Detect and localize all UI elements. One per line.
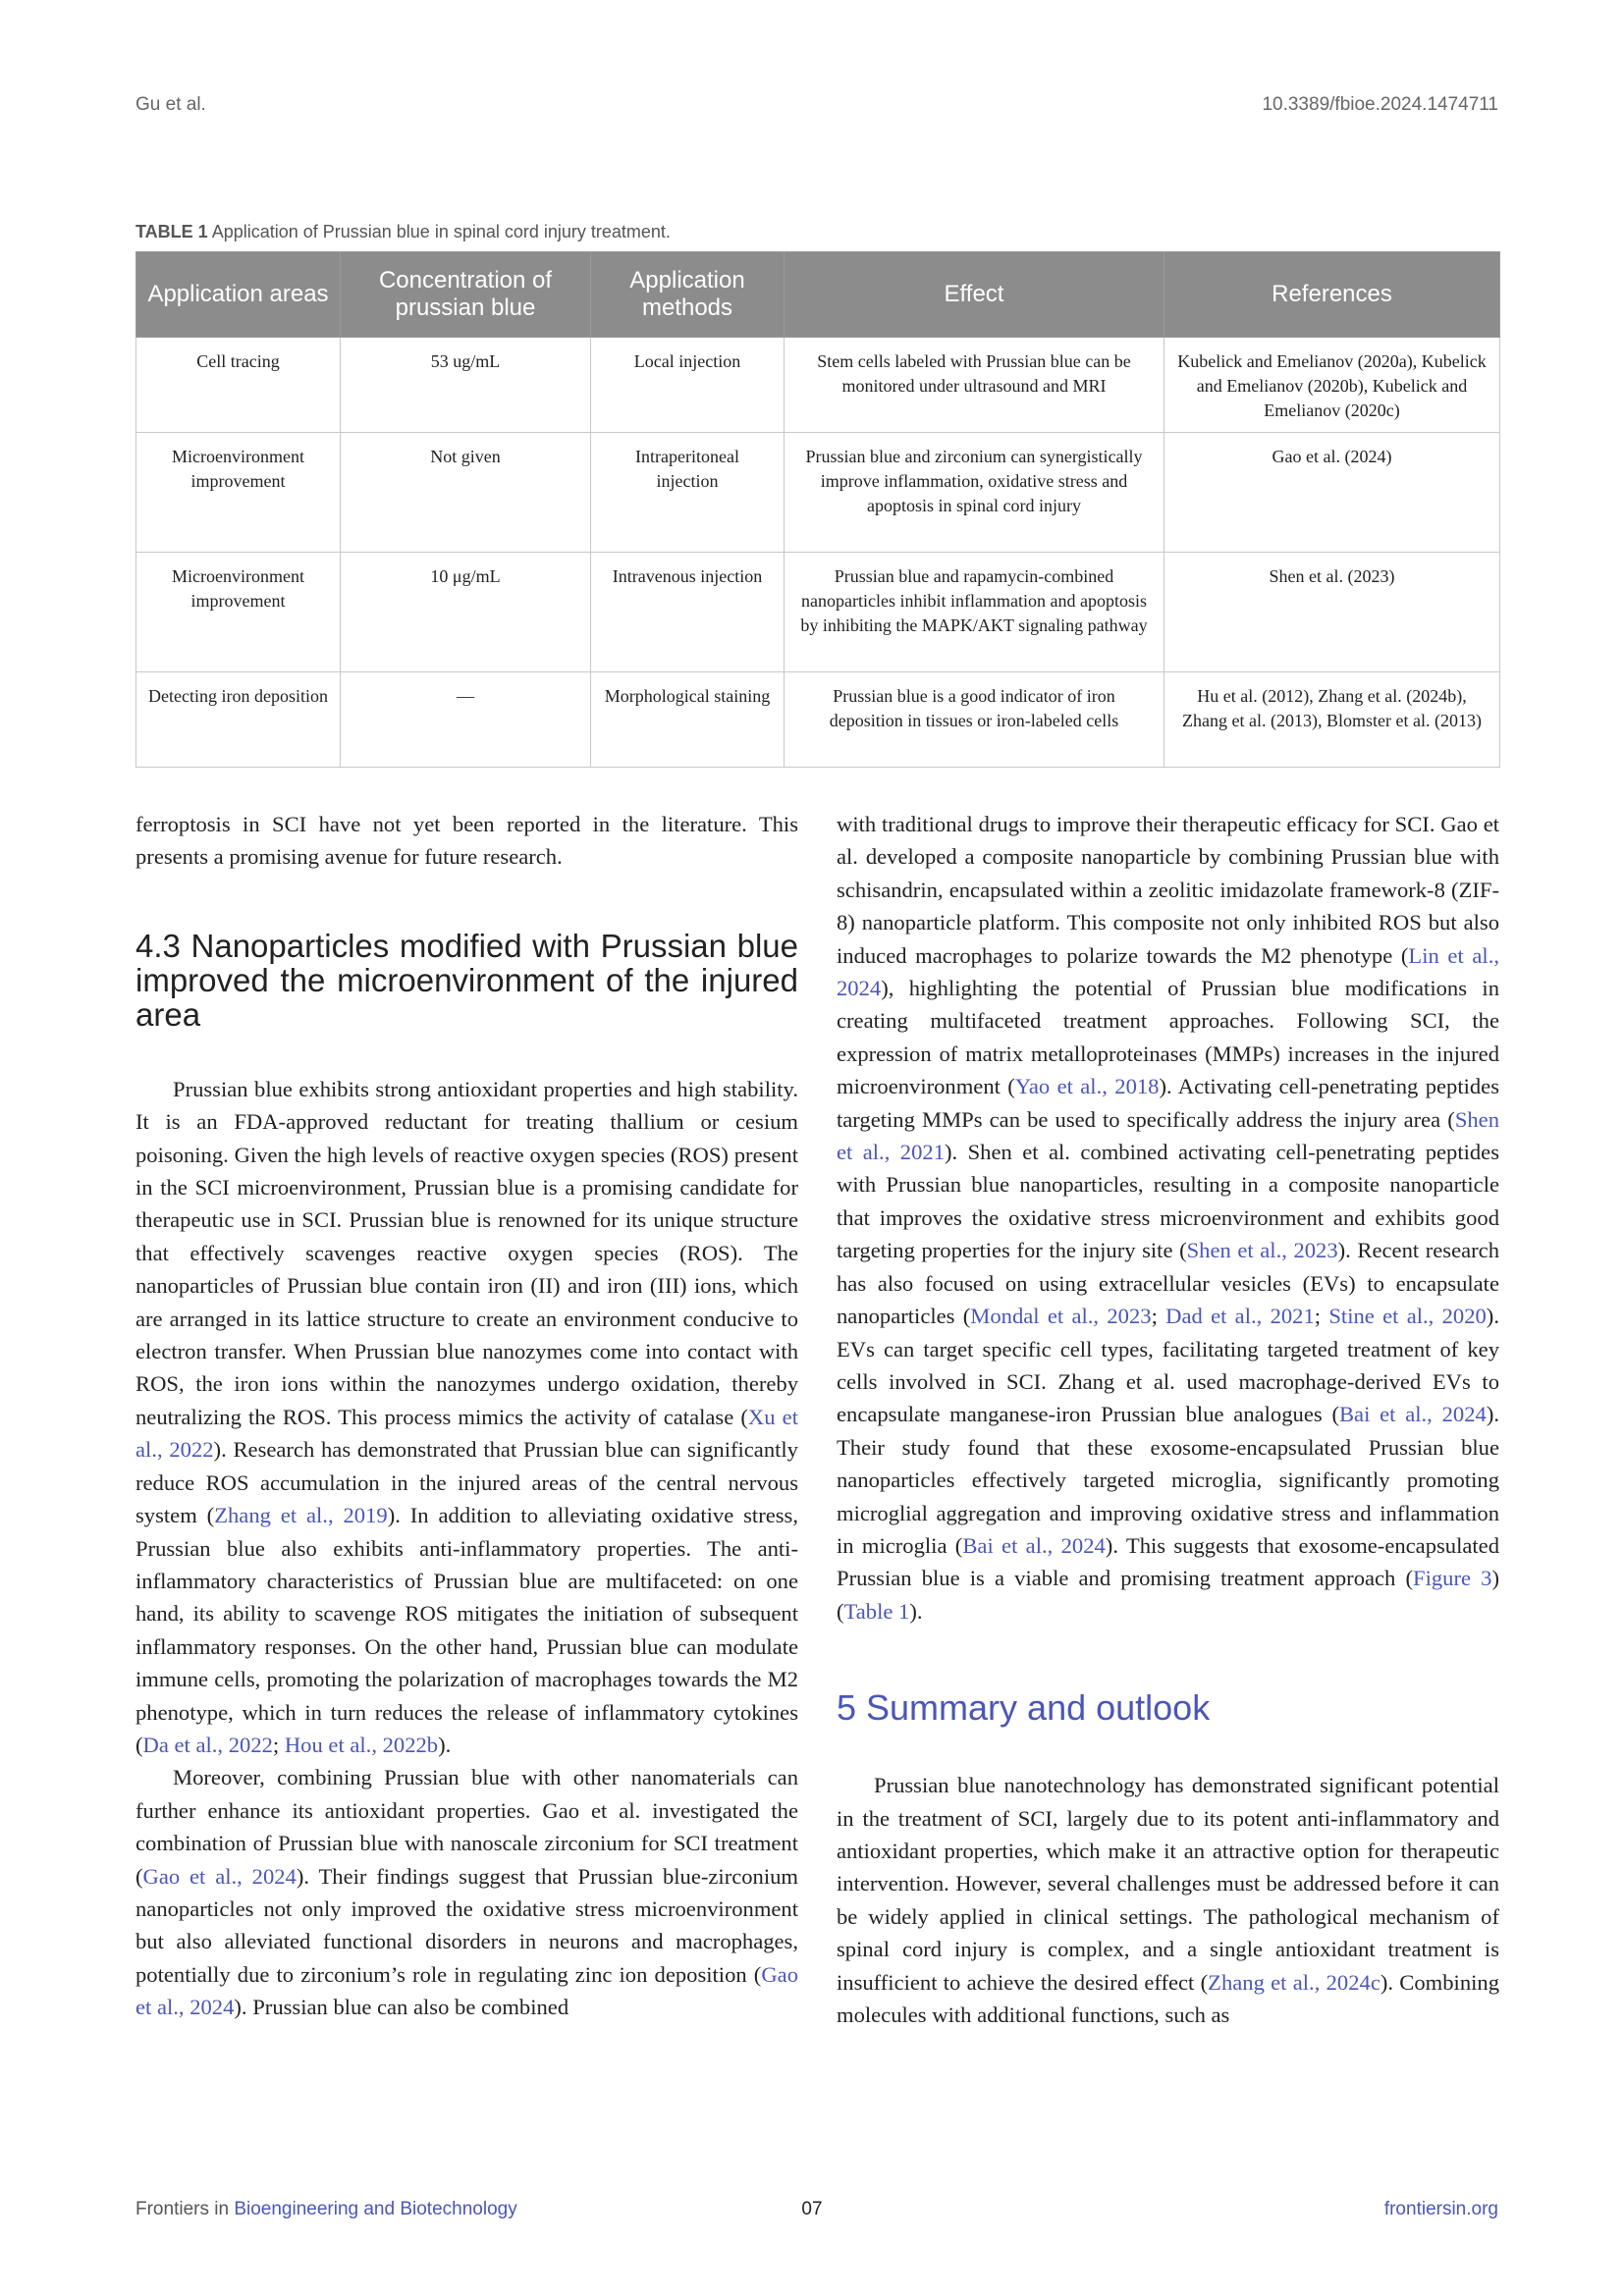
- footer-journal-link[interactable]: Bioengineering and Biotechnology: [234, 2199, 517, 2219]
- text: ). This suggests that exosome-encapsulated Prussian blue is a viable and promising treatment approach (: [837, 1532, 1499, 1591]
- figure-link[interactable]: Figure 3: [1413, 1566, 1492, 1591]
- citation-link[interactable]: Hou et al., 2022b: [284, 1732, 439, 1757]
- footer-journal-prefix: Frontiers in: [135, 2199, 235, 2219]
- text: ), highlighting the potential of Prussian blue modifications in creating multifaceted treatment approaches. Following SCI, the expression of matrix metalloproteinases (MMPs) increases in the injured microenvironment (: [837, 976, 1499, 1099]
- text: ). Combining molecules with additional functions, such as: [837, 1969, 1499, 2027]
- table-header-cell: Application methods: [591, 252, 785, 338]
- citation-link[interactable]: Bai et al., 2024: [962, 1532, 1106, 1558]
- section-heading-5: 5 Summary and outlook: [837, 1687, 1211, 1729]
- paragraph: [135, 1073, 798, 1762]
- text: ).: [438, 1732, 452, 1757]
- paragraph: [837, 1769, 1499, 2031]
- table-caption-text: Application of Prussian blue in spinal cord injury treatment.: [211, 222, 671, 241]
- citation-link[interactable]: Dad et al., 2021: [1165, 1304, 1315, 1329]
- paragraph: [135, 1761, 798, 2023]
- table-caption-label: TABLE 1: [135, 222, 208, 241]
- table-header-cell: References: [1164, 252, 1500, 338]
- running-header-doi[interactable]: 10.3389/fbioe.2024.1474711: [1262, 94, 1498, 115]
- citation-link[interactable]: Zhang et al., 2024c: [1208, 1969, 1380, 1995]
- citation-link[interactable]: Lin et al., 2024: [837, 942, 1499, 1001]
- citation-link[interactable]: Da et al., 2022: [142, 1732, 273, 1757]
- table-cell: Prussian blue is a good indicator of iron deposition in tissues or iron-labeled cells: [785, 672, 1164, 768]
- text: Moreover, combining Prussian blue with other nanomaterials can further enhance its antioxidant properties. Gao et al. investigated the combination of Prussian blue with nanoscale zirconium for SCI treatment (: [135, 1765, 798, 1889]
- text: ). Prussian blue can also be combined: [234, 1995, 569, 2020]
- table-cell: Not given: [341, 433, 591, 553]
- text: ). Shen et al. combined activating cell-penetrating peptides with Prussian blue nanoparticles, resulting in a composite nanoparticle that improves the oxidative stress microenvironment and exhibits good targeting properties for the injury site (: [837, 1140, 1499, 1263]
- table-cell: Morphological staining: [591, 672, 785, 768]
- table-cell: Detecting iron deposition: [136, 672, 341, 768]
- footer-site-link[interactable]: frontiersin.org: [1383, 2199, 1498, 2219]
- table-reference-link[interactable]: Gao et al. (2024): [1164, 433, 1500, 553]
- table-reference-link[interactable]: Kubelick and Emelianov (2020a), Kubelick and Emelianov (2020b), Kubelick and Emelianov (2020c): [1164, 338, 1500, 433]
- text: ;: [272, 1732, 285, 1757]
- running-header-author: Gu et al.: [135, 94, 206, 115]
- citation-link[interactable]: Yao et al., 2018: [1014, 1074, 1160, 1099]
- table-cell: Cell tracing: [136, 338, 341, 433]
- text: ). In addition to alleviating oxidative stress, Prussian blue also exhibits anti-inflammatory properties. The anti-inflammatory characteristics of Prussian blue are multifaceted: on one hand, its ability to scavenge ROS mitigates the initiation of subsequent inflammatory responses. On the other hand, Prussian blue can modulate immune cells, promoting the polarization of macrophages towards the M2 phenotype, which in turn reduces the release of inflammatory cytokines (: [135, 1503, 798, 1757]
- left-column: [135, 808, 798, 2024]
- table-cell: Prussian blue and zirconium can synergistically improve inflammation, oxidative stress and apoptosis in spinal cord injury: [785, 433, 1164, 553]
- table-header-cell: Concentration of prussian blue: [341, 252, 591, 338]
- text: with traditional drugs to improve their therapeutic efficacy for SCI. Gao et al. developed a composite nanoparticle by combining Prussian blue with schisandrin, encapsulated within a zeolitic imidazolate framework-8 (ZIF-8) nanoparticle platform. This composite not only inhibited ROS but also induced macrophages to polarize towards the M2 phenotype (: [837, 812, 1499, 968]
- right-column: [837, 808, 1499, 2031]
- paragraph: ferroptosis in SCI have not yet been reported in the literature. This presents a promising avenue for future research.: [135, 812, 798, 870]
- text: ;: [1314, 1304, 1329, 1329]
- table-reference-link[interactable]: Hu et al. (2012), Zhang et al. (2024b), Zhang et al. (2013), Blomster et al. (2013): [1164, 672, 1500, 768]
- table-link[interactable]: Table 1: [843, 1598, 910, 1624]
- text: ). Their study found that these exosome-encapsulated Prussian blue nanoparticles effectively targeted microglia, significantly promoting microglial aggregation and improving oxidative stress and inflammation in microglia (: [837, 1402, 1499, 1558]
- table-cell: 10 μg/mL: [341, 553, 591, 672]
- table-reference-link[interactable]: Shen et al. (2023): [1164, 553, 1500, 672]
- table-header-row: [136, 252, 1500, 338]
- text: Prussian blue exhibits strong antioxidant properties and high stability. It is an FDA-approved reductant for treating thallium or cesium poisoning. Given the high levels of reactive oxygen species (ROS) present in the SCI microenvironment, Prussian blue is a promising candidate for therapeutic use in SCI. Prussian blue is renowned for its unique structure that effectively scavenges reactive oxygen species (ROS). The nanoparticles of Prussian blue contain iron (II) and iron (III) ions, which are arranged in its lattice structure to create an environment conducive to electron transfer. When Prussian blue nanozymes come into contact with ROS, the iron ions within the nanozymes undergo oxidation, thereby neutralizing the ROS. This process mimics the activity of catalase (: [135, 1076, 798, 1429]
- citation-link[interactable]: Mondal et al., 2023: [970, 1304, 1152, 1329]
- table-cell: —: [341, 672, 591, 768]
- table-caption: [135, 222, 671, 242]
- citation-link[interactable]: Stine et al., 2020: [1328, 1304, 1487, 1329]
- table-cell: Intravenous injection: [591, 553, 785, 672]
- prussian-blue-table: [135, 251, 1500, 768]
- citation-link[interactable]: Shen et al., 2021: [837, 1106, 1499, 1165]
- text: ).: [909, 1598, 923, 1624]
- table-row: [136, 433, 1500, 553]
- text: Prussian blue nanotechnology has demonstrated significant potential in the treatment of SCI, largely due to its potent anti-inflammatory and antioxidant properties, which make it an attractive option for therapeutic intervention. However, several challenges must be addressed before it can be widely applied in clinical settings. The pathological mechanism of spinal cord injury is complex, and a single antioxidant treatment is insufficient to achieve the desired effect (: [837, 1773, 1499, 1995]
- text: ). Their findings suggest that Prussian blue-zirconium nanoparticles not only improved the oxidative stress microenvironment but also alleviated functional disorders in neurons and macrophages, potentially due to zirconium’s role in regulating zinc ion deposition (: [135, 1863, 798, 1987]
- table-cell: 53 ug/mL: [341, 338, 591, 433]
- table-row: [136, 553, 1500, 672]
- table-cell: Prussian blue and rapamycin-combined nanoparticles inhibit inflammation and apoptosis by inhibiting the MAPK/AKT signaling pathway: [785, 553, 1164, 672]
- text: ). Activating cell-penetrating peptides targeting MMPs can be used to specifically address the injury area (: [837, 1074, 1499, 1132]
- table-row: [136, 672, 1500, 768]
- paragraph: [837, 808, 1499, 1628]
- citation-link[interactable]: Xu et al., 2022: [135, 1404, 798, 1463]
- table-cell: Microenvironment improvement: [136, 433, 341, 553]
- page-number: 07: [801, 2199, 823, 2219]
- citation-link[interactable]: Gao et al., 2024: [142, 1863, 297, 1889]
- citation-link[interactable]: Zhang et al., 2019: [214, 1503, 388, 1528]
- text: ) (: [837, 1566, 1499, 1624]
- table-row: [136, 338, 1500, 433]
- text: ). EVs can target specific cell types, facilitating targeted treatment of key cells involved in SCI. Zhang et al. used macrophage-derived EVs to encapsulate manganese-iron Prussian blue analogues (: [837, 1304, 1499, 1427]
- section-heading-4-3: 4.3 Nanoparticles modified with Prussian blue improved the microenvironment of the injured area: [135, 927, 798, 1033]
- table-cell: Local injection: [591, 338, 785, 433]
- table-header-cell: Application areas: [136, 252, 341, 338]
- table-cell: Intraperitoneal injection: [591, 433, 785, 553]
- text: ;: [1151, 1304, 1166, 1329]
- citation-link[interactable]: Shen et al., 2023: [1186, 1238, 1338, 1263]
- text: ). Recent research has also focused on using extracellular vesicles (EVs) to encapsulate nanoparticles (: [837, 1238, 1499, 1329]
- citation-link[interactable]: Gao et al., 2024: [135, 1961, 798, 2020]
- table-header-cell: Effect: [785, 252, 1164, 338]
- table-cell: Microenvironment improvement: [136, 553, 341, 672]
- table-cell: Stem cells labeled with Prussian blue can be monitored under ultrasound and MRI: [785, 338, 1164, 433]
- text: ). Research has demonstrated that Prussian blue can significantly reduce ROS accumulation in the injured areas of the central nervous system (: [135, 1437, 798, 1528]
- citation-link[interactable]: Bai et al., 2024: [1338, 1402, 1487, 1427]
